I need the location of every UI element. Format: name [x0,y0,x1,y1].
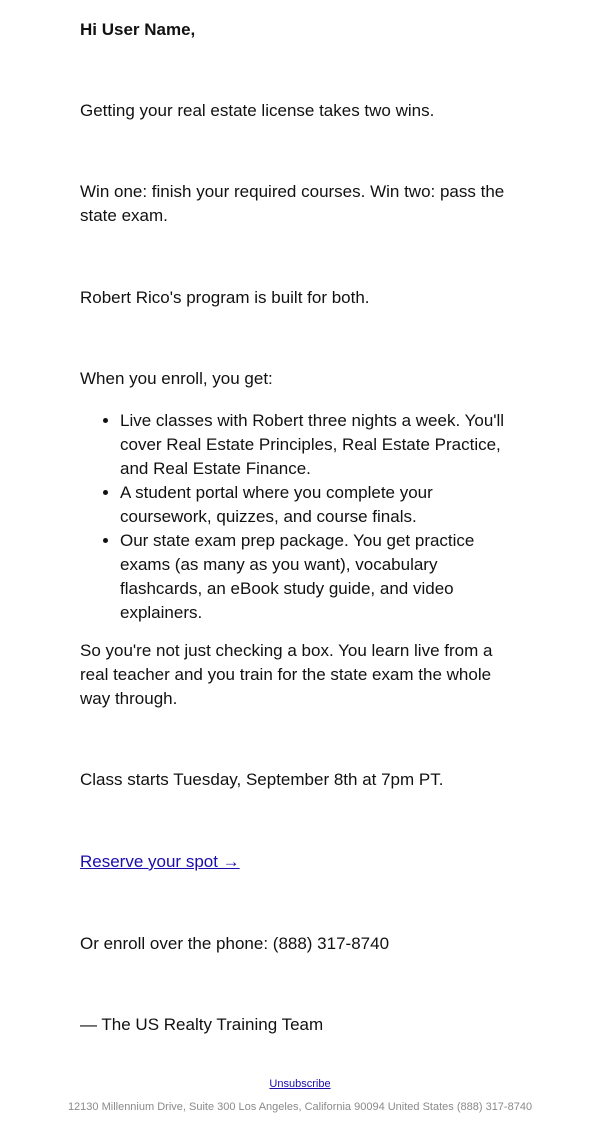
summary-paragraph: So you're not just checking a box. You learn live from a real teacher and you train for the state exam the whole way through. [80,641,493,708]
unsubscribe-row [0,1077,600,1091]
enroll-intro-paragraph: When you enroll, you get: [80,369,273,388]
benefit-list-item: • A student portal where you complete your coursework, quizzes, and course finals. [120,481,520,529]
intro-paragraph: Getting your real estate license takes two wins. [80,101,435,120]
unsubscribe-link[interactable]: Unsubscribe [269,1078,331,1090]
program-paragraph: Robert Rico's program is built for both. [80,288,370,307]
class-start-paragraph: Class starts Tuesday, September 8th at 7pm PT. [80,770,444,789]
signature: — The US Realty Training Team [80,1015,324,1034]
cta-paragraph [80,850,520,874]
reserve-spot-link[interactable]: Reserve your spot → [80,852,240,871]
benefit-list-item: • Live classes with Robert three nights a week. You'll cover Real Estate Principles, Real Estate Practice, and Real Estate Finance. [120,409,520,481]
greeting: Hi User Name, [80,20,196,39]
phone-paragraph: Or enroll over the phone: (888) 317-8740 [80,934,390,953]
benefit-list-item: • Our state exam prep package. You get practice exams (as many as you want), vocabulary flashcards, an eBook study guide, and video explainers. [120,529,520,625]
benefits-list [80,409,520,625]
footer-address: 12130 Millennium Drive, Suite 300 Los Angeles, California 90094 United States (888) 317-8740 [67,1101,533,1113]
two-wins-paragraph: Win one: finish your required courses. Win two: pass the state exam. [80,182,505,225]
